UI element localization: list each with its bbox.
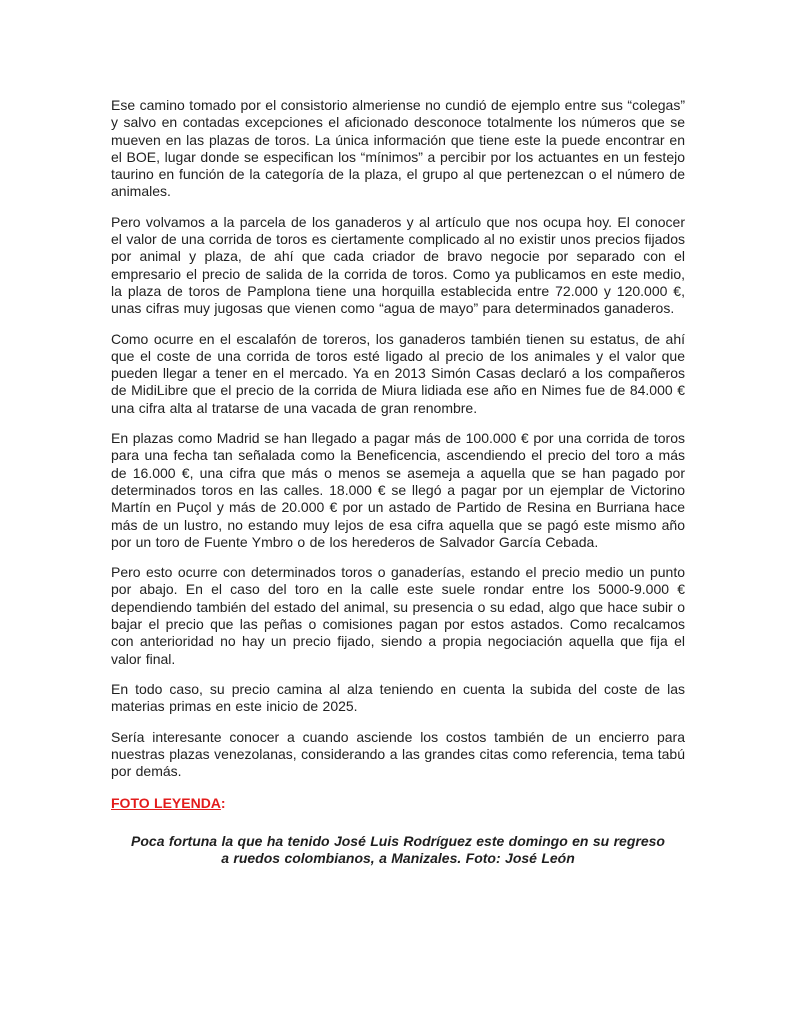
paragraph: Pero volvamos a la parcela de los ganaderos y al artículo que nos ocupa hoy. El conocer el valor de una corrida de toros es ciertamente complicado al no existir unos precios fijados por animal y plaza, de ahí que cada criador de bravo negocie por separado con el empresario el precio de salida de la corrida de toros. Como ya publicamos en este medio, la plaza de toros de Pamplona tiene una horquilla establecida entre 72.000 y 120.000 €, unas cifras muy jugosas que vienen como “agua de mayo” para determinados ganaderos.	[111, 213, 685, 317]
paragraph: En todo caso, su precio camina al alza teniendo en cuenta la subida del coste de las materias primas en este inicio de 2025.	[111, 680, 685, 715]
foto-leyenda-label: FOTO LEYENDA	[111, 795, 221, 812]
article-body	[111, 97, 685, 880]
paragraph: Pero esto ocurre con determinados toros o ganaderías, estando el precio medio un punto por abajo. En el caso del toro en la calle este suele rondar entre los 5000-9.000 € dependiendo también del estado del animal, su presencia o su edad, algo que hace subir o bajar el precio que las peñas o comisiones pagan por estos astados. Como recalcamos con anterioridad no hay un precio fijado, siendo a propia negociación aquella que fija el valor final.	[111, 564, 685, 667]
foto-leyenda-heading	[111, 795, 685, 812]
paragraph: Sería interesante conocer a cuando asciende los costos también de un encierro para nuestras plazas venezolanas, considerando a las grandes citas como referencia, tema tabú por demás.	[111, 728, 685, 780]
paragraph: Ese camino tomado por el consistorio almeriense no cundió de ejemplo entre sus “colegas” y salvo en contadas excepciones el aficionado desconoce totalmente los números que se mueven en las plazas de toros. La única información que tiene este la puede encontrar en el BOE, lugar donde se especifican los “mínimos” a percibir por los actuantes en un festejo taurino en función de la categoría de la plaza, el grupo al que pertenezcan o el número de animales.	[111, 97, 685, 200]
foto-leyenda-colon: :	[220, 795, 226, 812]
photo-caption: Poca fortuna la que ha tenido José Luis Rodríguez este domingo en su regreso a ruedos colombianos, a Manizales. Foto: José León	[131, 832, 665, 866]
paragraph: En plazas como Madrid se han llegado a pagar más de 100.000 € por una corrida de toros para una fecha tan señalada como la Beneficencia, ascendiendo el precio del toro a más de 16.000 €, una cifra que más o menos se asemeja a aquella que se han pagado por determinados toros en las calles. 18.000 € se llegó a pagar por un ejemplar de Victorino Martín en Puçol y más de 20.000 € por un astado de Partido de Resina en Burriana hace más de un lustro, no estando muy lejos de esa cifra aquella que se pagó este mismo año por un toro de Fuente Ymbro o de los herederos de Salvador García Cebada.	[111, 430, 685, 550]
paragraph: Como ocurre en el escalafón de toreros, los ganaderos también tienen su estatus, de ahí que el coste de una corrida de toros esté ligado al precio de los animales y el valor que pueden llegar a tener en el mercado. Ya en 2013 Simón Casas declaró a los compañeros de MidiLibre que el precio de la corrida de Miura lidiada ese año en Nimes fue de 84.000 € una cifra alta al tratarse de una vacada de gran renombre.	[111, 330, 685, 416]
